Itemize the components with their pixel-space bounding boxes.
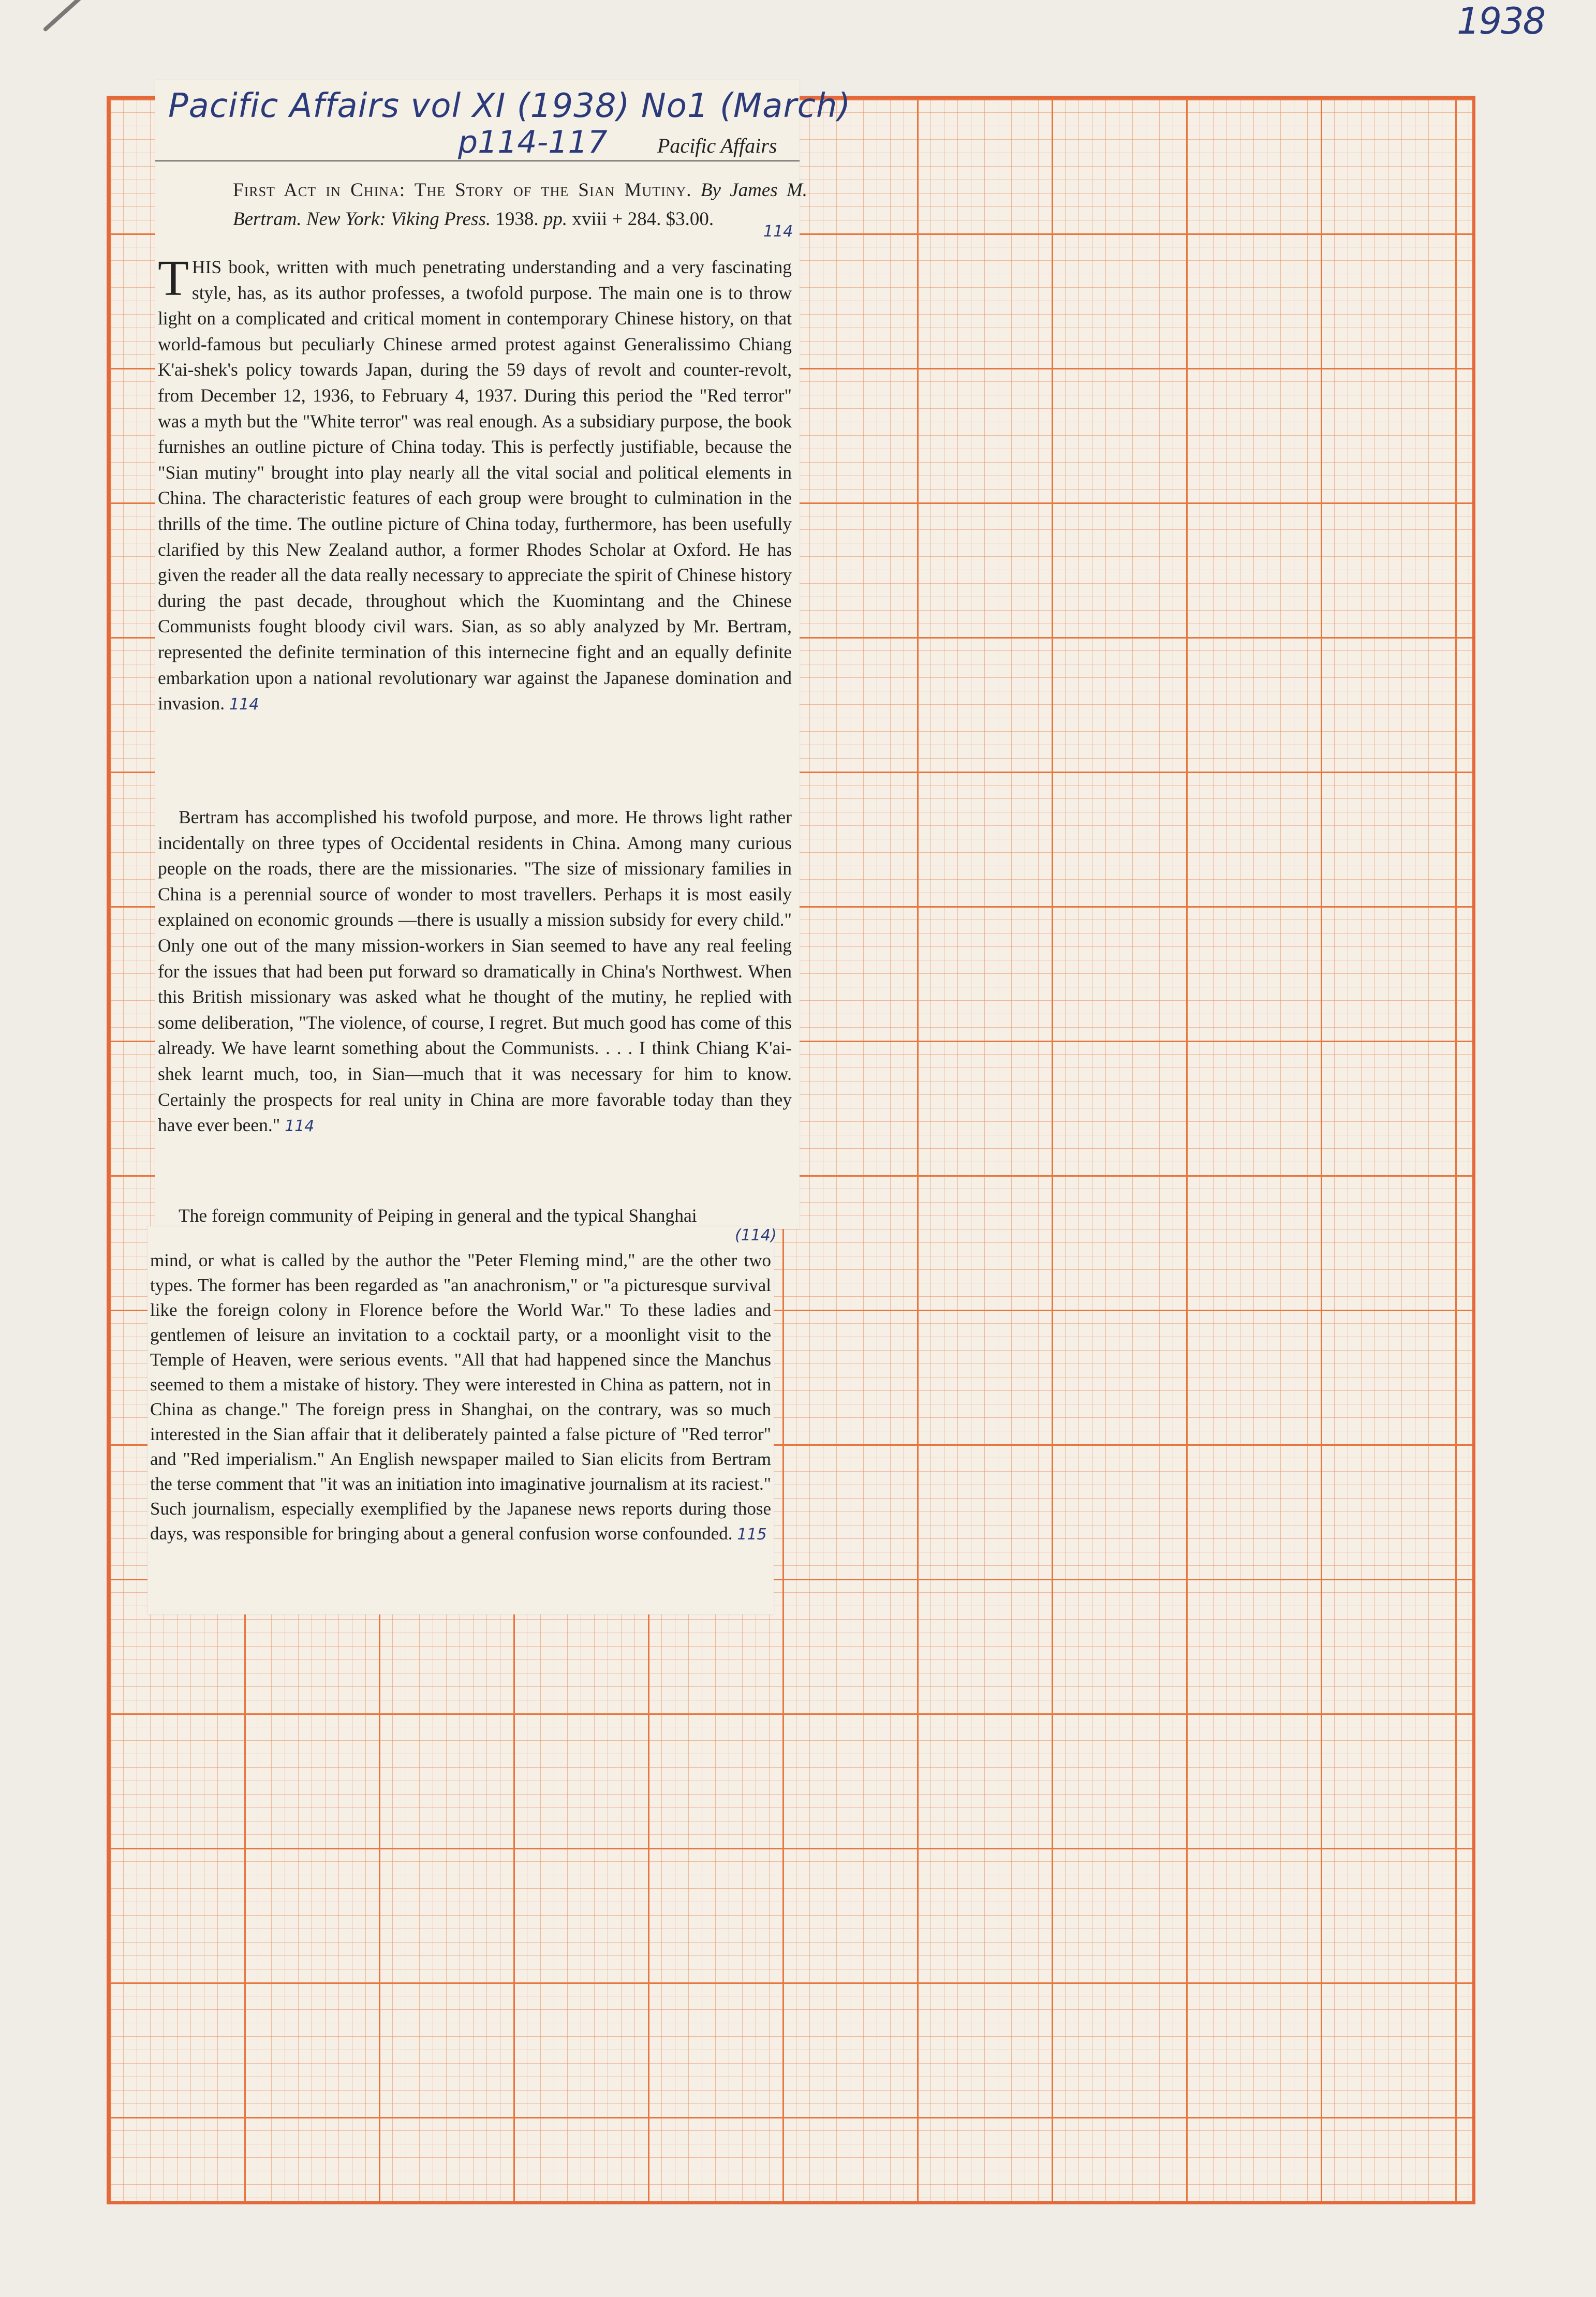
review-paragraph-1 xyxy=(158,250,792,718)
year-annotation: 1938 xyxy=(1457,0,1545,42)
bibliographic-entry xyxy=(233,176,807,234)
running-head: Pacific Affairs xyxy=(657,134,777,157)
pencil-mark xyxy=(42,0,99,32)
page-note-p3: (114) xyxy=(735,1226,777,1244)
drop-cap: T xyxy=(158,250,189,306)
handwritten-pages: p114-117 xyxy=(458,124,608,160)
paragraph-4-text: mind, or what is called by the author the "Peter Fleming mind," are the other two types. The former has been regarded as "an anachronism," or "a picturesque survival like the foreign colony in Florence before the World War." To these ladies and gentlemen of leisure an invitation to a cocktail party, or a moonlight visit to the Temple of Heaven, were serious events. "All that had happened since the Manchus seemed to them a mistake of history. They were interested in China as pattern, not in China as change." The foreign press in Shanghai, on the contrary, was so much interested in the Sian affair that it deliberately painted a false picture of "Red terror" and "Red imperialism." An English newspaper mailed to Sian elicits from Bertram the terse comment that "it was an initiation into imaginative journalism at its raciest." Such journalism, especially exemplified by the Japanese news reports during those days, was responsible for bringing about a general confusion worse confounded. xyxy=(150,1250,771,1544)
book-pages: xviii + 284. xyxy=(572,209,661,230)
review-paragraph-2 xyxy=(158,805,792,1139)
page-note-biblio: 114 xyxy=(763,223,793,241)
handwritten-citation: Pacific Affairs vol XI (1938) No1 (March) xyxy=(168,87,851,125)
page-note-p4: 115 xyxy=(737,1525,767,1544)
page-note-p2: 114 xyxy=(285,1117,315,1136)
paragraph-1-text: HIS book, written with much penetrating understanding and a very fascinating style, has, as its author professes, a twofold purpose. The main one is to throw light on a complicated and critical moment in contemporary Chinese history, on that world-famous but peculiarly Chinese armed protest against Generalissimo Chiang K'ai-shek's policy towards Japan, during the 59 days of revolt and counter-revolt, from December 12, 1936, to February 4, 1937. During this period the "Red terror" was a myth but the "White terror" was real enough. As a subsidiary purpose, the book furnishes an outline picture of China today. This is perfectly justifiable, because the "Sian mutiny" brought into play nearly all the vital social and political elements in China. The characteristic features of each group were brought to culmination in the thrills of the time. The outline picture of China today, furthermore, has been usefully clarified by this New Zealand author, a former Rhodes Scholar at Oxford. He has given the reader all the data really necessary to appreciate the spirit of Chinese history during the past decade, throughout which the Kuomintang and the Chinese Communists fought bloody civil wars. Sian, as so ably analyzed by Mr. Bertram, represented the definite termination of this internecine fight and an equally definite embarkation upon a national revolutionary war against the Japanese domination and invasion. xyxy=(158,257,792,714)
book-byline: By James M. Bertram. New York: Viking Press. xyxy=(233,180,808,230)
page-note-p1: 114 xyxy=(229,695,259,714)
book-title: First Act in China: The Story of the Sian Mutiny. xyxy=(233,180,692,201)
paragraph-2-text: Bertram has accomplished his twofold purpose, and more. He throws light rather incidentally on three types of Occidental residents in China. Among many curious people on the roads, there are the missionaries. "The size of missionary families in China is a perennial source of wonder to most travellers. Perhaps it is most easily explained on economic grounds —there is usually a mission subsidy for every child." Only one out of the many mission-workers in Sian seemed to have any real feeling for the issues that had been put forward so dramatically in China's Northwest. When this British missionary was asked what he thought of the mutiny, he replied with some deliberation, "The violence, of course, I regret. But much good has come of this already. We have learnt something about the Communists. . . . I think Chiang K'ai-shek learnt much, too, in Sian—much that it was necessary for him to know. Certainly the prospects for real unity in China are more favorable today than they have ever been." xyxy=(158,807,792,1136)
book-pp-label: pp. xyxy=(543,209,568,230)
review-paragraph-3 xyxy=(158,1203,792,1229)
header-rule xyxy=(155,160,800,161)
paragraph-3-text: The foreign community of Peiping in general and the typical Shanghai xyxy=(179,1205,697,1226)
book-price: $3.00. xyxy=(666,209,714,230)
book-year: 1938. xyxy=(495,209,539,230)
review-paragraph-4 xyxy=(150,1248,771,1547)
